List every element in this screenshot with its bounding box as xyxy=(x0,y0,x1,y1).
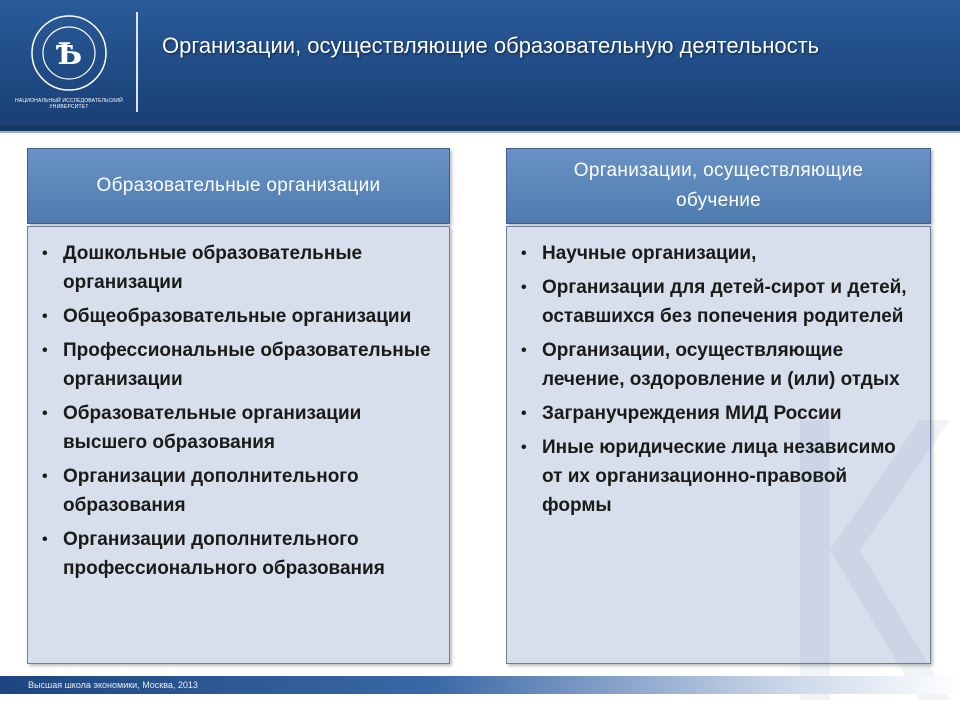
list-item: • Организации дополнительного образования xyxy=(42,462,439,520)
left-panel-heading: Образовательные организации xyxy=(27,148,450,224)
list-item: • Организации дополнительного профессионального образования xyxy=(42,525,439,583)
bullet-icon: • xyxy=(521,279,527,296)
list-item: • Организации для детей-сирот и детей, оставшихся без попечения родителей xyxy=(521,273,920,331)
footer-text: Высшая школа экономики, Москва, 2013 xyxy=(28,680,198,690)
bullet-icon: • xyxy=(42,531,48,548)
list-item: • Образовательные организации высшего образования xyxy=(42,399,439,457)
list-item: • Дошкольные образовательные организации xyxy=(42,239,439,297)
right-heading-line1: Организации, осуществляющие xyxy=(573,160,864,181)
header-divider xyxy=(136,12,138,112)
list-item: • Научные организации, xyxy=(521,239,920,268)
bullet-icon: • xyxy=(42,342,48,359)
bullet-icon: • xyxy=(42,245,48,262)
bullet-icon: • xyxy=(42,405,48,422)
left-list xyxy=(42,239,439,588)
bullet-icon: • xyxy=(521,439,527,456)
left-panel xyxy=(27,226,450,664)
list-item: • Профессиональные образовательные организации xyxy=(42,336,439,394)
right-heading-line2: обучение xyxy=(675,190,762,211)
list-item: • Общеобразовательные организации xyxy=(42,302,439,331)
bullet-icon: • xyxy=(42,468,48,485)
bullet-icon: • xyxy=(521,342,527,359)
list-item: • Загранучреждения МИД России xyxy=(521,399,920,428)
bullet-icon: • xyxy=(521,245,527,262)
list-item: • Организации, осуществляющие лечение, оздоровление и (или) отдых xyxy=(521,336,920,394)
right-panel-heading xyxy=(506,148,931,224)
svg-text:Ѣ: Ѣ xyxy=(55,37,83,72)
bullet-icon: • xyxy=(42,308,48,325)
header-band xyxy=(0,0,960,126)
list-item: • Иные юридические лица независимо от их организационно-правовой формы xyxy=(521,433,920,520)
page-title: Организации, осуществляющие образовательную деятельность xyxy=(162,33,820,58)
watermark-logo-icon xyxy=(760,400,960,720)
header-rule-light xyxy=(0,131,960,133)
bullet-icon: • xyxy=(521,405,527,422)
hse-logo-icon xyxy=(30,14,108,92)
logo-caption: НАЦИОНАЛЬНЫЙ ИССЛЕДОВАТЕЛЬСКИЙ УНИВЕРСИТЕТ xyxy=(15,98,123,110)
